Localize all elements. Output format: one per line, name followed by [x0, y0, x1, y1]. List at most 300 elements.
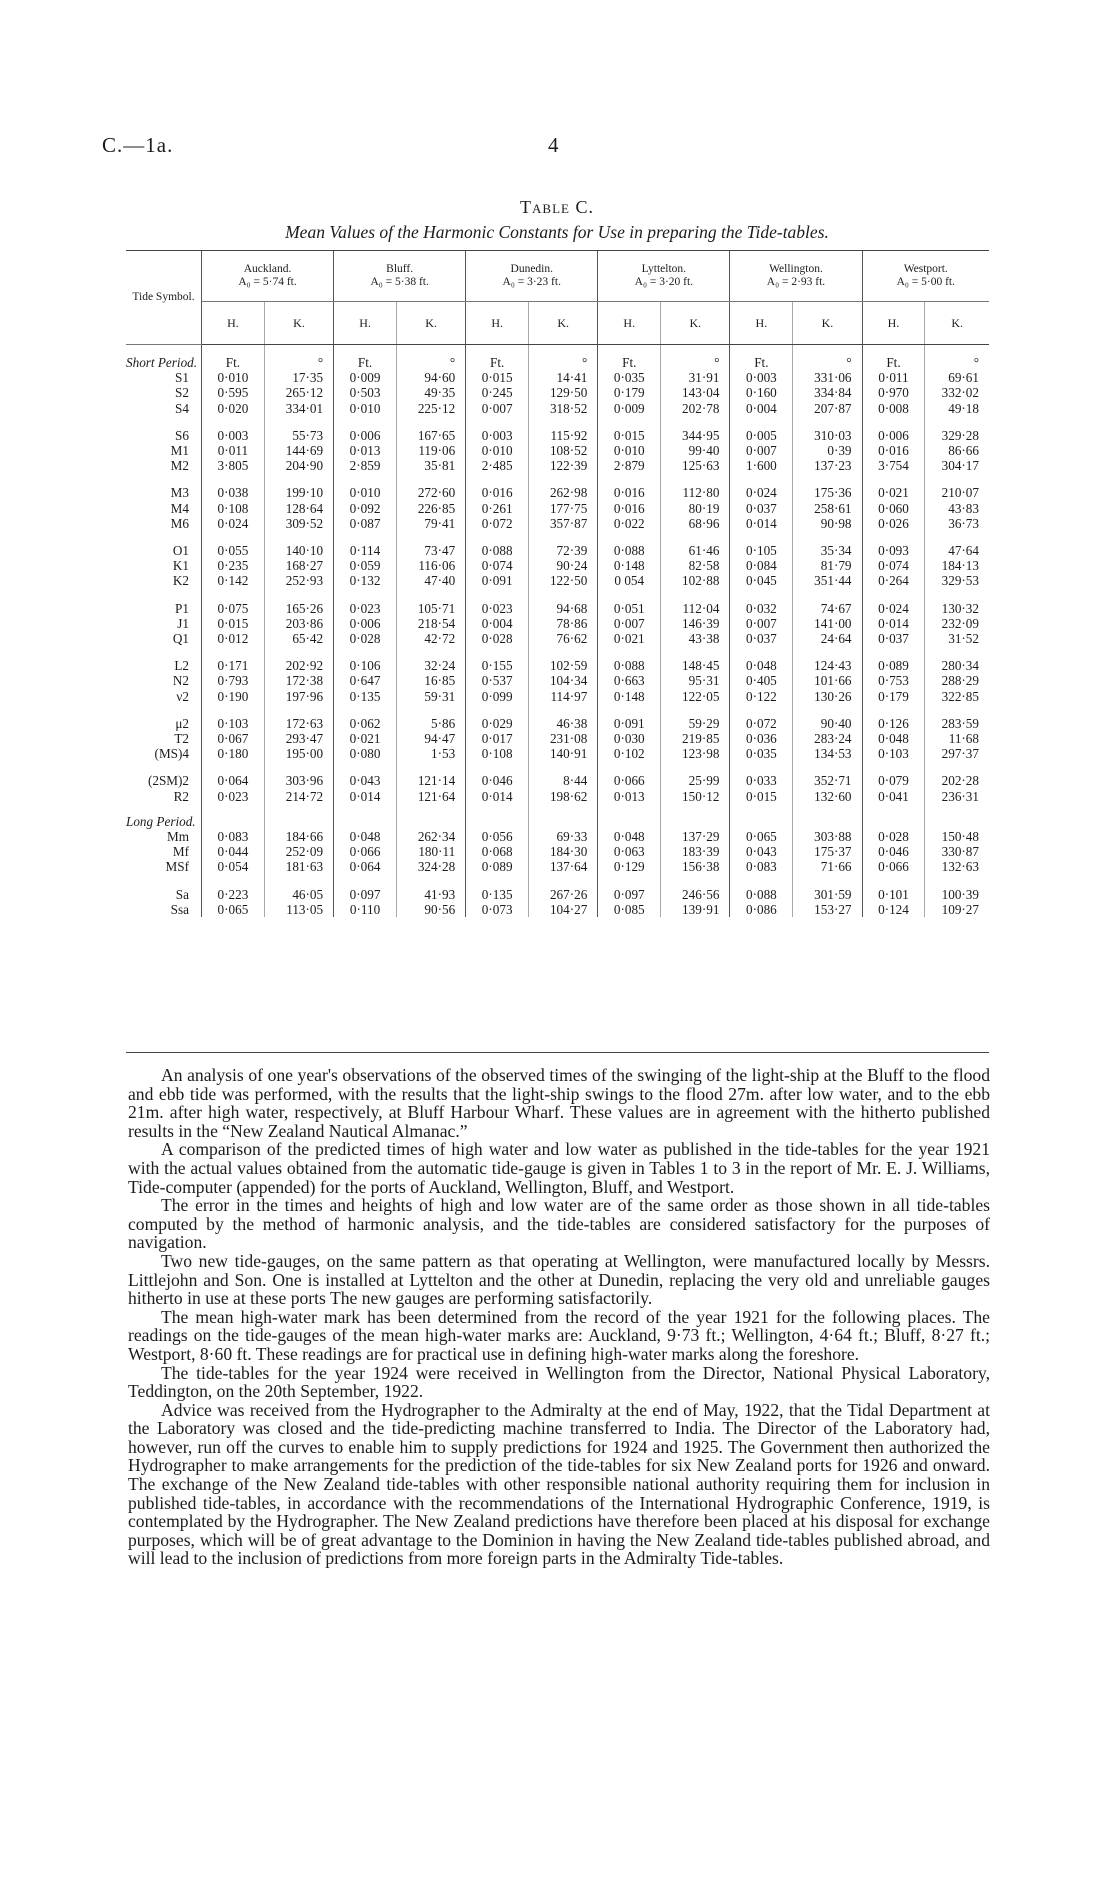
phase-k-cell: 121·64 — [397, 789, 466, 804]
unit-degrees: ° — [397, 345, 466, 371]
phase-k-cell: 24·64 — [793, 631, 862, 646]
phase-k-cell: 94·60 — [397, 370, 466, 385]
port-header-lyttelton: Lyttelton. A₀ = 3·20 ft. — [598, 251, 730, 302]
tide-symbol: M2 — [170, 458, 189, 474]
unit-feet — [334, 804, 397, 829]
tide-symbol: O1 — [172, 543, 189, 559]
amplitude-h-cell: 0·537 — [466, 673, 529, 688]
amplitude-h-cell: 0·046 — [466, 773, 529, 788]
phase-k-cell: 90·56 — [397, 902, 466, 917]
amplitude-h-cell: 0·003 — [730, 370, 793, 385]
amplitude-h-cell: 0·014 — [466, 789, 529, 804]
phase-k-cell: 309·52 — [264, 516, 333, 531]
amplitude-h-cell: 0·015 — [466, 370, 529, 385]
amplitude-h-cell: 0·055 — [201, 543, 264, 558]
phase-k-cell: 68·96 — [661, 516, 730, 531]
amplitude-h-cell: 0·016 — [598, 485, 661, 500]
amplitude-h-cell: 0·037 — [730, 631, 793, 646]
amplitude-h-cell: 0·048 — [730, 658, 793, 673]
phase-k-cell: 78·86 — [529, 616, 598, 631]
table-row — [126, 501, 989, 516]
amplitude-h-cell: 0·087 — [334, 516, 397, 531]
amplitude-h-cell: 0·122 — [730, 689, 793, 704]
amplitude-h-cell: 0·029 — [466, 716, 529, 731]
amplitude-h-cell: 0·103 — [201, 716, 264, 731]
phase-k-cell: 301·59 — [793, 887, 862, 902]
amplitude-h-cell: 0·099 — [466, 689, 529, 704]
phase-k-cell: 202·28 — [925, 773, 989, 788]
table-row — [126, 731, 989, 746]
table-row — [126, 673, 989, 688]
amplitude-h-cell: 0·003 — [201, 428, 264, 443]
table-row — [126, 859, 989, 874]
phase-k-cell: 112·04 — [661, 601, 730, 616]
phase-k-cell: 180·11 — [397, 844, 466, 859]
phase-k-cell: 31·91 — [661, 370, 730, 385]
amplitude-h-cell: 0·007 — [466, 401, 529, 416]
amplitude-h-cell: 0·004 — [466, 616, 529, 631]
phase-k-cell: 86·66 — [925, 443, 989, 458]
amplitude-h-cell: 0·135 — [466, 887, 529, 902]
table-body — [126, 345, 989, 918]
phase-k-cell: 114·97 — [529, 689, 598, 704]
phase-k-cell: 156·38 — [661, 859, 730, 874]
phase-k-cell: 236·31 — [925, 789, 989, 804]
k-column-header: K. — [264, 302, 333, 345]
unit-degrees: ° — [925, 345, 989, 371]
tide-symbol: Q1 — [172, 631, 189, 647]
table-bottom-rule — [126, 1052, 989, 1053]
amplitude-h-cell: 0·064 — [201, 773, 264, 788]
phase-k-cell: 100·39 — [925, 887, 989, 902]
tide-symbol: S6 — [175, 427, 189, 443]
phase-k-cell: 184·66 — [264, 829, 333, 844]
phase-k-cell: 132·63 — [925, 859, 989, 874]
phase-k-cell: 102·59 — [529, 658, 598, 673]
phase-k-cell: 332·02 — [925, 385, 989, 400]
amplitude-h-cell: 0·035 — [730, 746, 793, 761]
amplitude-h-cell: 0·097 — [334, 887, 397, 902]
phase-k-cell: 150·48 — [925, 829, 989, 844]
amplitude-h-cell: 0·079 — [862, 773, 925, 788]
phase-k-cell: 123·98 — [661, 746, 730, 761]
amplitude-h-cell: 0·075 — [201, 601, 264, 616]
amplitude-h-cell: 0·013 — [598, 789, 661, 804]
table-row — [126, 631, 989, 646]
amplitude-h-cell: 0·160 — [730, 385, 793, 400]
row-spacer — [126, 473, 989, 485]
phase-k-cell: 139·91 — [661, 902, 730, 917]
phase-k-cell: 175·37 — [793, 844, 862, 859]
phase-k-cell: 25·99 — [661, 773, 730, 788]
amplitude-h-cell: 0·663 — [598, 673, 661, 688]
amplitude-h-cell: 0·023 — [201, 789, 264, 804]
tide-symbol: P1 — [175, 600, 189, 616]
phase-k-cell: 74·67 — [793, 601, 862, 616]
amplitude-h-cell: 0·003 — [466, 428, 529, 443]
table-row — [126, 716, 989, 731]
tide-symbol: N2 — [172, 673, 189, 689]
unit-feet — [862, 804, 925, 829]
amplitude-h-cell: 0·007 — [598, 616, 661, 631]
amplitude-h-cell: 3·754 — [862, 458, 925, 473]
phase-k-cell: 113·05 — [264, 902, 333, 917]
port-header-dunedin: Dunedin. A₀ = 3·23 ft. — [466, 251, 598, 302]
phase-k-cell: 288·29 — [925, 673, 989, 688]
phase-k-cell: 141·00 — [793, 616, 862, 631]
phase-k-cell: 262·34 — [397, 829, 466, 844]
amplitude-h-cell: 0·072 — [730, 716, 793, 731]
row-spacer — [126, 531, 989, 543]
phase-k-cell: 218·54 — [397, 616, 466, 631]
amplitude-h-cell: 0·020 — [201, 401, 264, 416]
phase-k-cell: 303·96 — [264, 773, 333, 788]
amplitude-h-cell: 0·092 — [334, 501, 397, 516]
phase-k-cell: 297·37 — [925, 746, 989, 761]
amplitude-h-cell: 0·066 — [862, 859, 925, 874]
phase-k-cell: 41·93 — [397, 887, 466, 902]
phase-k-cell: 202·92 — [264, 658, 333, 673]
unit-degrees: ° — [661, 345, 730, 371]
amplitude-h-cell: 0·245 — [466, 385, 529, 400]
phase-k-cell: 172·63 — [264, 716, 333, 731]
amplitude-h-cell: 0·261 — [466, 501, 529, 516]
amplitude-h-cell: 0·405 — [730, 673, 793, 688]
table-row — [126, 385, 989, 400]
phase-k-cell: 116·06 — [397, 558, 466, 573]
amplitude-h-cell: 0·016 — [862, 443, 925, 458]
unit-feet: Ft. — [730, 345, 793, 371]
phase-k-cell: 184·13 — [925, 558, 989, 573]
section-label: Long Period. — [126, 813, 196, 829]
phase-k-cell: 153·27 — [793, 902, 862, 917]
port-header-auckland: Auckland. A₀ = 5·74 ft. — [201, 251, 333, 302]
phase-k-cell: 90·24 — [529, 558, 598, 573]
amplitude-h-cell: 0·066 — [598, 773, 661, 788]
phase-k-cell: 129·50 — [529, 385, 598, 400]
amplitude-h-cell: 2·485 — [466, 458, 529, 473]
amplitude-h-cell: 0·016 — [598, 501, 661, 516]
phase-k-cell: 130·26 — [793, 689, 862, 704]
amplitude-h-cell: 0·089 — [862, 658, 925, 673]
amplitude-h-cell: 0·086 — [730, 902, 793, 917]
amplitude-h-cell: 0·126 — [862, 716, 925, 731]
phase-k-cell: 304·17 — [925, 458, 989, 473]
tide-symbol: (MS)4 — [154, 746, 189, 762]
amplitude-h-cell: 0·083 — [730, 859, 793, 874]
phase-k-cell: 177·75 — [529, 501, 598, 516]
phase-k-cell: 198·62 — [529, 789, 598, 804]
amplitude-h-cell: 0·059 — [334, 558, 397, 573]
tide-symbol: S1 — [175, 370, 189, 386]
amplitude-h-cell: 0·072 — [466, 516, 529, 531]
phase-k-cell: 357·87 — [529, 516, 598, 531]
k-column-header: K. — [793, 302, 862, 345]
amplitude-h-cell: 0·091 — [466, 573, 529, 588]
amplitude-h-cell: 0·045 — [730, 573, 793, 588]
phase-k-cell: 272·60 — [397, 485, 466, 500]
phase-k-cell: 231·08 — [529, 731, 598, 746]
amplitude-h-cell: 0·793 — [201, 673, 264, 688]
amplitude-h-cell: 0·046 — [862, 844, 925, 859]
paragraph: A comparison of the predicted times of high water and low water as published in the tide-tables for the year 1921 with the actual values obtained from the automatic tide-gauge is given in Tables 1 to 3 in the report of Mr. E. J. Williams, Tide-computer (appended) for the ports of Auckland, Wellington, Bluff, and Westport. — [128, 1139, 990, 1197]
amplitude-h-cell: 0·011 — [201, 443, 264, 458]
amplitude-h-cell: 0·108 — [466, 746, 529, 761]
phase-k-cell: 49·18 — [925, 401, 989, 416]
amplitude-h-cell: 0·024 — [201, 516, 264, 531]
h-column-header: H. — [730, 302, 793, 345]
phase-k-cell: 82·58 — [661, 558, 730, 573]
paragraph: The tide-tables for the year 1924 were received in Wellington from the Director, National Physical Laboratory, Teddington, on the 20th September, 1922. — [128, 1362, 990, 1402]
phase-k-cell: 310·03 — [793, 428, 862, 443]
amplitude-h-cell: 0·142 — [201, 573, 264, 588]
phase-k-cell: 252·93 — [264, 573, 333, 588]
amplitude-h-cell: 0·021 — [862, 485, 925, 500]
unit-degrees — [661, 804, 730, 829]
phase-k-cell: 283·24 — [793, 731, 862, 746]
phase-k-cell: 219·85 — [661, 731, 730, 746]
table-row — [126, 616, 989, 631]
phase-k-cell: 108·52 — [529, 443, 598, 458]
table-row — [126, 573, 989, 588]
amplitude-h-cell: 3·805 — [201, 458, 264, 473]
amplitude-h-cell: 0·148 — [598, 558, 661, 573]
phase-k-cell: 76·62 — [529, 631, 598, 646]
page-number: 4 — [548, 133, 559, 157]
phase-k-cell: 165·26 — [264, 601, 333, 616]
tide-symbol: Ssa — [170, 901, 189, 917]
amplitude-h-cell: 0·028 — [862, 829, 925, 844]
h-column-header: H. — [862, 302, 925, 345]
amplitude-h-cell: 0·068 — [466, 844, 529, 859]
amplitude-h-cell: 0·008 — [862, 401, 925, 416]
amplitude-h-cell: 0·129 — [598, 859, 661, 874]
amplitude-h-cell: 2·879 — [598, 458, 661, 473]
h-column-header: H. — [334, 302, 397, 345]
tide-symbol: S4 — [175, 400, 189, 416]
phase-k-cell: 46·38 — [529, 716, 598, 731]
amplitude-h-cell: 0·030 — [598, 731, 661, 746]
amplitude-h-cell: 0·007 — [730, 443, 793, 458]
amplitude-h-cell: 0·014 — [730, 516, 793, 531]
phase-k-cell: 17·35 — [264, 370, 333, 385]
tide-symbol: M6 — [170, 515, 189, 531]
phase-k-cell: 225·12 — [397, 401, 466, 416]
port-header-wellington: Wellington. A₀ = 2·93 ft. — [730, 251, 862, 302]
amplitude-h-cell: 0·264 — [862, 573, 925, 588]
amplitude-h-cell: 0·088 — [598, 543, 661, 558]
amplitude-h-cell: 0·010 — [334, 485, 397, 500]
amplitude-h-cell: 0·223 — [201, 887, 264, 902]
amplitude-h-cell: 0·024 — [862, 601, 925, 616]
amplitude-h-cell: 0·013 — [334, 443, 397, 458]
amplitude-h-cell: 0·065 — [730, 829, 793, 844]
row-spacer — [126, 704, 989, 716]
section-heading-row — [126, 345, 989, 371]
amplitude-h-cell: 0·101 — [862, 887, 925, 902]
phase-k-cell: 303·88 — [793, 829, 862, 844]
tide-symbol: MSf — [165, 859, 189, 875]
tide-symbol-header: Tide Symbol. — [126, 251, 201, 345]
table-row — [126, 887, 989, 902]
table-row — [126, 401, 989, 416]
phase-k-cell: 140·10 — [264, 543, 333, 558]
phase-k-cell: 197·96 — [264, 689, 333, 704]
phase-k-cell: 49·35 — [397, 385, 466, 400]
phase-k-cell: 199·10 — [264, 485, 333, 500]
amplitude-h-cell: 0·124 — [862, 902, 925, 917]
phase-k-cell: 46·05 — [264, 887, 333, 902]
k-column-header: K. — [925, 302, 989, 345]
k-column-header: K. — [529, 302, 598, 345]
unit-degrees — [529, 804, 598, 829]
phase-k-cell: 265·12 — [264, 385, 333, 400]
phase-k-cell: 115·92 — [529, 428, 598, 443]
phase-k-cell: 95·31 — [661, 673, 730, 688]
unit-feet: Ft. — [201, 345, 264, 371]
amplitude-h-cell: 0·135 — [334, 689, 397, 704]
phase-k-cell: 214·72 — [264, 789, 333, 804]
phase-k-cell: 175·36 — [793, 485, 862, 500]
amplitude-h-cell: 0·015 — [598, 428, 661, 443]
unit-feet: Ft. — [466, 345, 529, 371]
amplitude-h-cell: 0·067 — [201, 731, 264, 746]
amplitude-h-cell: 0·032 — [730, 601, 793, 616]
phase-k-cell: 128·64 — [264, 501, 333, 516]
phase-k-cell: 195·00 — [264, 746, 333, 761]
unit-degrees — [925, 804, 989, 829]
amplitude-h-cell: 0·110 — [334, 902, 397, 917]
amplitude-h-cell: 0·065 — [201, 902, 264, 917]
amplitude-h-cell: 0·083 — [201, 829, 264, 844]
amplitude-h-cell: 0·179 — [862, 689, 925, 704]
phase-k-cell: 124·43 — [793, 658, 862, 673]
unit-degrees — [264, 804, 333, 829]
tide-symbol: Mm — [167, 829, 189, 845]
amplitude-h-cell: 0·028 — [466, 631, 529, 646]
amplitude-h-cell: 0·014 — [334, 789, 397, 804]
phase-k-cell: 322·85 — [925, 689, 989, 704]
phase-k-cell: 204·90 — [264, 458, 333, 473]
phase-k-cell: 31·52 — [925, 631, 989, 646]
amplitude-h-cell: 0·080 — [334, 746, 397, 761]
tide-symbol: K1 — [172, 558, 189, 574]
unit-feet — [201, 804, 264, 829]
phase-k-cell: 134·53 — [793, 746, 862, 761]
phase-k-cell: 146·39 — [661, 616, 730, 631]
phase-k-cell: 184·30 — [529, 844, 598, 859]
phase-k-cell: 104·34 — [529, 673, 598, 688]
phase-k-cell: 11·68 — [925, 731, 989, 746]
phase-k-cell: 65·42 — [264, 631, 333, 646]
phase-k-cell: 172·38 — [264, 673, 333, 688]
report-body-text — [128, 1066, 990, 1568]
phase-k-cell: 32·24 — [397, 658, 466, 673]
phase-k-cell: 329·53 — [925, 573, 989, 588]
phase-k-cell: 210·07 — [925, 485, 989, 500]
phase-k-cell: 109·27 — [925, 902, 989, 917]
section-label: Short Period. — [126, 355, 198, 370]
phase-k-cell: 79·41 — [397, 516, 466, 531]
phase-k-cell: 130·32 — [925, 601, 989, 616]
amplitude-h-cell: 0·037 — [862, 631, 925, 646]
amplitude-h-cell: 0·006 — [334, 616, 397, 631]
phase-k-cell: 334·84 — [793, 385, 862, 400]
amplitude-h-cell: 0·148 — [598, 689, 661, 704]
tide-symbol: K2 — [172, 573, 189, 589]
amplitude-h-cell: 0·036 — [730, 731, 793, 746]
amplitude-h-cell: 0·062 — [334, 716, 397, 731]
amplitude-h-cell: 0·074 — [466, 558, 529, 573]
phase-k-cell: 330·87 — [925, 844, 989, 859]
table-row — [126, 746, 989, 761]
amplitude-h-cell: 0·190 — [201, 689, 264, 704]
unit-feet: Ft. — [862, 345, 925, 371]
phase-k-cell: 47·64 — [925, 543, 989, 558]
phase-k-cell: 232·09 — [925, 616, 989, 631]
paragraph: Advice was received from the Hydrographer to the Admiralty at the end of May, 1922, that the Tidal Department at the Laboratory was closed and the tide-predicting machine transferred to India. The Director of the Laboratory had, however, run off the curves to enable him to supply predictions for 1924 and 1925. The Government then authorized the Hydrographer to make arrangements for the prediction of the tide-tables for six New Zealand ports for 1926 and onward. The exchange of the New Zealand tide-tables with other responsible national authority requiring them for inclusion in published tide-tables, in accordance with the recommendations of the International Hydrographic Conference, 1919, is contemplated by the Hydrographer. The New Zealand predictions have therefore been placed at his disposal for exchange purposes, which will be of great advantage to the Dominion in having the New Zealand tide-tables published abroad, and will lead to the inclusion of predictions from more foreign parts in the Admiralty Tide-tables. — [128, 1399, 990, 1569]
phase-k-cell: 112·80 — [661, 485, 730, 500]
table-row — [126, 543, 989, 558]
amplitude-h-cell: 0·647 — [334, 673, 397, 688]
table-row — [126, 773, 989, 788]
tide-symbol: μ2 — [175, 715, 189, 731]
k-column-header: K. — [397, 302, 466, 345]
unit-feet — [466, 804, 529, 829]
phase-k-cell: 262·98 — [529, 485, 598, 500]
table-row — [126, 658, 989, 673]
phase-k-cell: 71·66 — [793, 859, 862, 874]
amplitude-h-cell: 0·024 — [730, 485, 793, 500]
amplitude-h-cell: 0·089 — [466, 859, 529, 874]
amplitude-h-cell: 0·091 — [598, 716, 661, 731]
phase-k-cell: 246·56 — [661, 887, 730, 902]
table-row — [126, 902, 989, 917]
phase-k-cell: 144·69 — [264, 443, 333, 458]
phase-k-cell: 318·52 — [529, 401, 598, 416]
phase-k-cell: 59·29 — [661, 716, 730, 731]
phase-k-cell: 252·09 — [264, 844, 333, 859]
amplitude-h-cell: 0·021 — [334, 731, 397, 746]
phase-k-cell: 94·68 — [529, 601, 598, 616]
phase-k-cell: 258·61 — [793, 501, 862, 516]
amplitude-h-cell: 0·503 — [334, 385, 397, 400]
harmonic-constants-table — [126, 250, 989, 917]
row-spacer — [126, 646, 989, 658]
phase-k-cell: 334·01 — [264, 401, 333, 416]
paragraph: Two new tide-gauges, on the same pattern as that operating at Wellington, were manufactured locally by Messrs. Littlejohn and Son. One is installed at Lyttelton and the other at Dunedin, replacing the very old and unreliable gauges hitherto in use at these ports The new gauges are performing satisfactorily. — [128, 1250, 990, 1309]
h-column-header: H. — [466, 302, 529, 345]
phase-k-cell: 125·63 — [661, 458, 730, 473]
amplitude-h-cell: 0·108 — [201, 501, 264, 516]
amplitude-h-cell: 0·074 — [862, 558, 925, 573]
phase-k-cell: 351·44 — [793, 573, 862, 588]
amplitude-h-cell: 0·010 — [466, 443, 529, 458]
amplitude-h-cell: 0·114 — [334, 543, 397, 558]
amplitude-h-cell: 0·066 — [334, 844, 397, 859]
table-row — [126, 370, 989, 385]
table-row — [126, 844, 989, 859]
table-row — [126, 428, 989, 443]
amplitude-h-cell: 0·010 — [598, 443, 661, 458]
amplitude-h-cell: 0·023 — [466, 601, 529, 616]
table-row — [126, 689, 989, 704]
h-column-header: H. — [598, 302, 661, 345]
phase-k-cell: 181·63 — [264, 859, 333, 874]
phase-k-cell: 81·79 — [793, 558, 862, 573]
amplitude-h-cell: 0·106 — [334, 658, 397, 673]
amplitude-h-cell: 0 054 — [598, 573, 661, 588]
